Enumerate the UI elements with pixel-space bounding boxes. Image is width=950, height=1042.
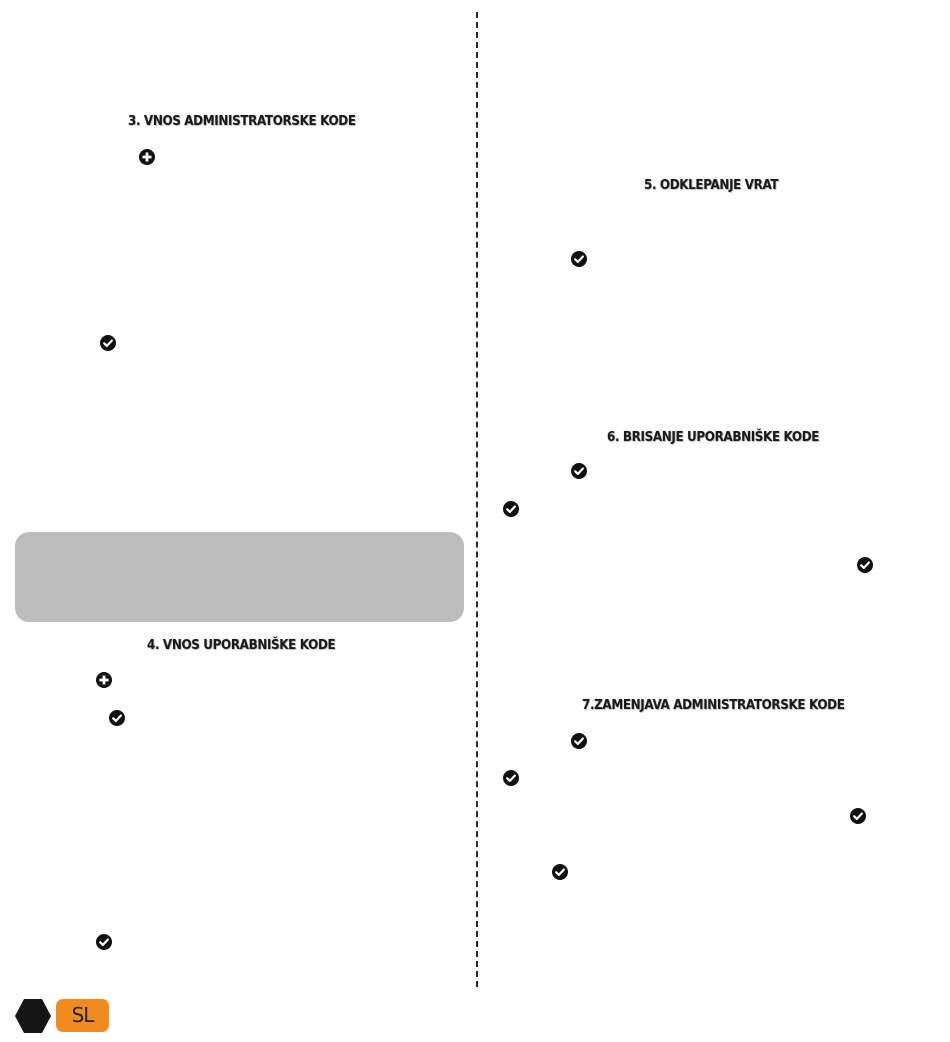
check-circle-icon [109,710,125,726]
plus-circle-icon [96,672,112,688]
section-4-title: 4. VNOS UPORABNIŠKE KODE [147,638,336,653]
section-3-title: 3. VNOS ADMINISTRATORSKE KODE [128,114,356,129]
check-circle-icon [100,335,116,351]
check-circle-icon [503,501,519,517]
check-circle-icon [503,770,519,786]
language-badge: SL [56,999,109,1032]
check-circle-icon [552,864,568,880]
page-number-hexagon [15,999,51,1033]
note-box [15,532,464,622]
check-circle-icon [850,808,866,824]
section-5-title: 5. ODKLEPANJE VRAT [644,178,779,193]
check-circle-icon [571,251,587,267]
column-divider [476,12,478,987]
section-6-title: 6. BRISANJE UPORABNIŠKE KODE [607,430,820,445]
section-7-title: 7.ZAMENJAVA ADMINISTRATORSKE KODE [582,698,845,713]
check-circle-icon [571,733,587,749]
check-circle-icon [857,557,873,573]
check-circle-icon [96,934,112,950]
check-circle-icon [571,463,587,479]
plus-circle-icon [139,149,155,165]
